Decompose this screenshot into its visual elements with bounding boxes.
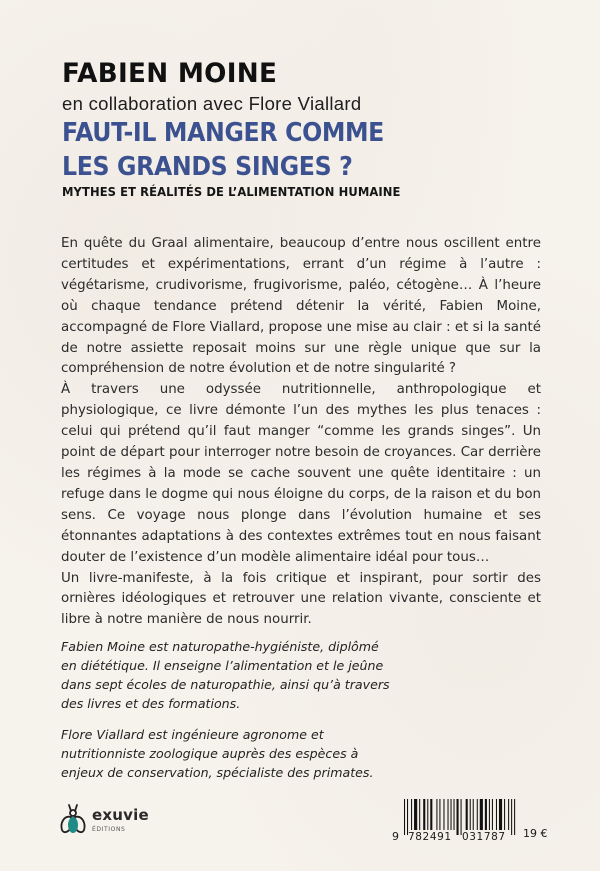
barcode-bar	[423, 799, 425, 830]
author-name: FABIEN MOINE	[62, 58, 278, 89]
publisher-logo	[60, 803, 149, 837]
title-line-2: LES GRANDS SINGES ?	[62, 152, 353, 182]
barcode-bar	[404, 799, 405, 835]
barcode-bar	[436, 799, 437, 830]
barcode-bar	[473, 799, 474, 830]
barcode-bar	[448, 799, 449, 830]
barcode-bar	[511, 799, 512, 835]
barcode-bars	[404, 799, 515, 835]
publisher-subline: ÉDITIONS	[92, 825, 126, 833]
barcode-digit-first: 9	[392, 830, 399, 843]
barcode-bar	[439, 799, 440, 830]
blurb	[61, 234, 541, 631]
insect-icon	[60, 803, 86, 837]
price: 19 €	[523, 827, 548, 840]
barcode-bar	[470, 799, 471, 830]
barcode-digits-left: 782491	[408, 831, 452, 843]
barcode-digits-right: 031787	[462, 831, 506, 843]
barcode-bar	[508, 799, 509, 830]
barcode-bar	[499, 799, 502, 830]
barcode-bar	[466, 799, 468, 830]
barcode-bar	[457, 799, 459, 835]
book-subtitle: MYTHES ET RÉALITÉS DE L’ALIMENTATION HUMAINE	[62, 184, 401, 199]
barcode-bar	[489, 799, 490, 830]
barcode-bar	[485, 799, 487, 830]
bio-flore-viallard: Flore Viallard est ingénieure agronome et nutritionniste zoologique auprès des espèces à enjeux de conservation, spécialiste des primates.	[61, 727, 374, 780]
book-title	[62, 116, 384, 184]
bio-fabien-moine: Fabien Moine est naturopathe-hygiéniste, diplômé en diététique. Il enseigne l’alimentation et le jeûne dans sept écoles de naturopathie, ainsi qu’à travers des livres et des formations.	[61, 639, 390, 711]
barcode-bar	[419, 799, 420, 830]
barcode-bar	[477, 799, 478, 830]
barcode	[392, 799, 524, 843]
barcode-bar	[443, 799, 444, 830]
barcode-bar	[504, 799, 505, 830]
barcode-bar	[411, 799, 412, 830]
barcode-bar	[430, 799, 432, 830]
blurb-paragraph: En quête du Graal alimentaire, beaucoup d’entre nous oscillent entre certitudes et expérimentations, errant d’un régime à l’autre : végétarisme, crudivorisme, frugivorisme, paléo, cétogène… À l’heure où chaque tendance prétend détenir la vérité, Fabien Moine, accompagné de Flore Viallard, propose une mise au clair : et si la santé de notre assiette reposait moins sur une règle unique que sur la compréhension de notre évolution et de notre singularité ?	[61, 236, 541, 377]
barcode-bar	[514, 799, 515, 835]
publisher-name: exuvie	[92, 805, 149, 824]
author-bios	[61, 637, 391, 794]
barcode-bar	[480, 799, 483, 830]
collaboration-line: en collaboration avec Flore Viallard	[62, 93, 362, 114]
barcode-bar	[461, 799, 462, 835]
barcode-bar	[407, 799, 408, 835]
blurb-paragraph: Un livre-manifeste, à la fois critique et inspirant, pour sortir des ornières idéologiques et retrouver une relation vivante, consciente et libre à notre manière de nous nourrir.	[61, 570, 541, 628]
barcode-bar	[427, 799, 428, 830]
barcode-bar	[492, 799, 493, 830]
title-line-1: FAUT-IL MANGER COMME	[62, 118, 384, 148]
barcode-bar	[451, 799, 452, 830]
barcode-bar	[496, 799, 497, 830]
barcode-bar	[414, 799, 417, 830]
blurb-paragraph: À travers une odyssée nutritionnelle, anthropologique et physiologique, ce livre démonte l’un des mythes les plus tenaces : celui qui prétend qu’il faut manger “comme les grands singes”. Un point de départ pour interroger notre besoin de croyances. Car derrière les régimes à la mode se cache souvent une quête identitaire : un refuge dans le dogme qui nous éloigne du corps, de la raison et du bon sens. Ce voyage nous plonge dans l’évolution humaine et ses étonnantes adaptations à des contextes extrêmes tout en nous faisant douter de l’existence d’un modèle alimentaire idéal pour tous…	[61, 382, 541, 565]
barcode-bar	[454, 799, 455, 830]
